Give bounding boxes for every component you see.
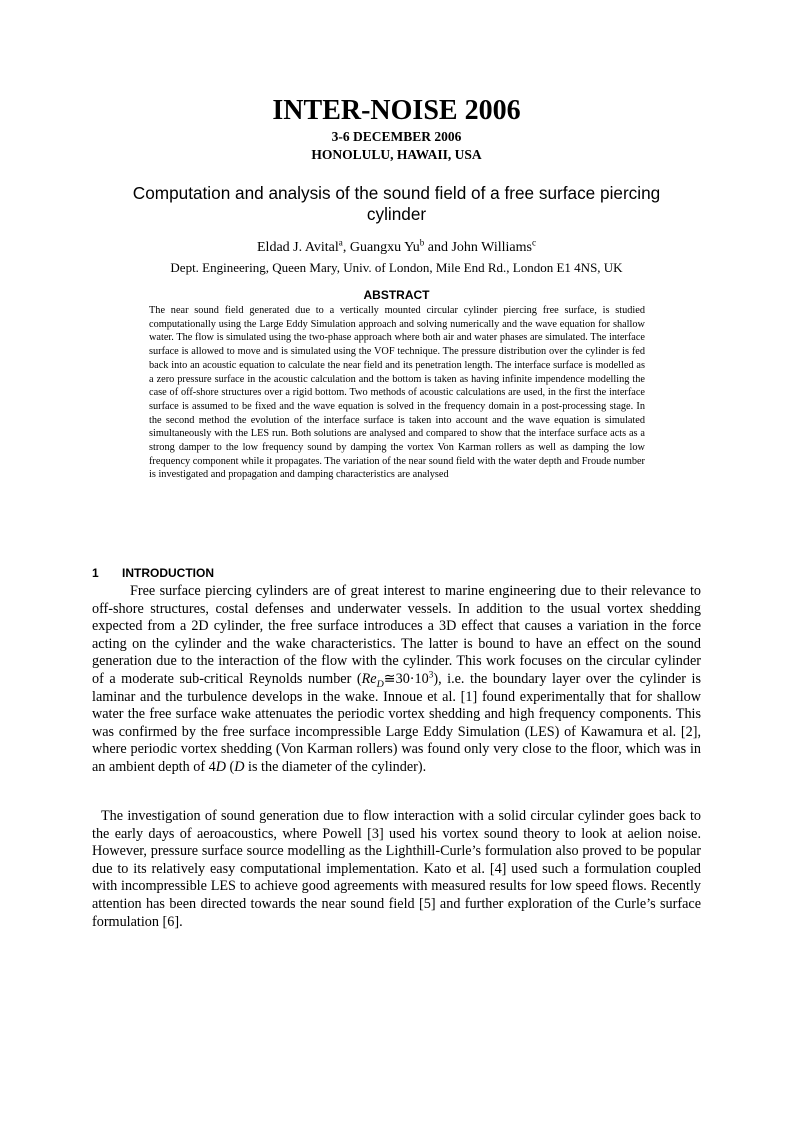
affiliation: Dept. Engineering, Queen Mary, Univ. of London, Mile End Rd., London E1 4NS, UK — [170, 260, 623, 275]
author-affiliation-mark: a — [338, 237, 343, 248]
reynolds-subscript-letter: D — [376, 678, 384, 690]
paragraph-text: ( — [225, 758, 235, 775]
author-affiliation-mark: b — [419, 237, 425, 248]
paper-title: Computation and analysis of the sound field of a free surface piercing cylinder — [132, 183, 661, 224]
reynolds-exponent: 3 — [428, 669, 434, 680]
intro-paragraph-1 — [92, 583, 701, 777]
reynolds-value: ≅30·10 — [383, 670, 429, 687]
conference-dates: 3-6 DECEMBER 2006 — [331, 129, 462, 144]
abstract-text: The near sound field generated due to a vertically mounted circular cylinder piercing free surface, is studied computationally using the Large Eddy Simulation approach and solving numerically and the wave equation for shallow water. The flow is simulated using the two-phase approach where both air and water phases are simulated. The interface surface is allowed to move and is simulated using the VOF technique. The pressure distribution over the cylinder is fed back into an acoustic equation to calculate the near field and its penetration length. The interface surface is modelled as a zero pressure surface in the acoustic calculation and the bottom is taken as having infinite impendence modelling the case of off-shore structures over a rigid bottom. Two methods of acoustic calculations are used, in the first the interface surface is assumed to be fixed and the wave equation is solved in the frequency domain in a post-processing stage. In the second method the evolution of the interface surface is taken into account and the wave equation is simulated simultaneously with the LES run. Both solutions are analysed and compared to show that the interface surface acts as a strong damper to the low frequency sound by damping the vortex Von Karman rollers as well as damping the low frequency component while it propagates. The variation of the near sound field with the water depth and Froude number is investigated and propagation and damping characteristics are analysed — [149, 305, 645, 481]
author-name: Eldad J. Avital — [257, 240, 339, 255]
conference-title: INTER-NOISE 2006 — [272, 95, 521, 126]
section-number: 1 — [92, 566, 99, 580]
author-separator: and — [424, 240, 452, 255]
paragraph-text: is the diameter of the cylinder). — [244, 758, 427, 775]
reynolds-symbol: Re — [361, 670, 377, 687]
paragraph-text: Free surface piercing cylinders are of great interest to marine engineering due to their relevance to off-shore structures, costal defenses and underwater vessels. In addition to the usual vortex shedding expected from a 2D cylinder, the free surface introduces a 3D effect that causes a variation in the force acting on the cylinder and the wake characteristics. The latter is bound to have an effect on the sound generation due to the interaction of the flow with the cylinder. This work focuses on the circular cylinder of a moderate sub-critical Reynolds number ( — [92, 583, 701, 687]
author-name: Guangxu Yu — [349, 240, 420, 255]
section-title: INTRODUCTION — [122, 566, 214, 580]
abstract-heading: ABSTRACT — [363, 288, 430, 302]
diameter-symbol: D — [215, 758, 226, 775]
author-affiliation-mark: c — [531, 237, 536, 248]
author-name: John Williams — [451, 240, 532, 255]
section-heading — [92, 566, 214, 580]
intro-paragraph-2: The investigation of sound generation due to flow interaction with a solid circular cylinder goes back to the early days of aeroacoustics, where Powell [3] used his vortex sound theory to look at aelion noise. However, pressure surface source modelling as the Lighthill-Curle’s formulation also proved to be popular due to its relatively easy computational implementation. Kato et al. [4] used such a formulation coupled with incompressible LES to achieve good agreements with measured results for low speed flows. Recently attention has been directed towards the near sound field [5] and further exploration of the Curle’s surface formulation [6]. — [92, 808, 701, 930]
author-separator: , — [342, 240, 350, 255]
author-list — [0, 239, 793, 256]
conference-location: HONOLULU, HAWAII, USA — [311, 147, 482, 162]
diameter-symbol: D — [234, 758, 245, 775]
paragraph-text: ), i.e. the boundary layer over the cylinder is laminar and the turbulence develops in the wake. Innoue et al. [1] found experimentally that for shallow water the free surface wake attenuates the periodic vortex shedding and high frequency components. This was confirmed by the free surface incompressible Large Eddy Simulation (LES) of Kawamura et al. [2], where periodic vortex shedding (Von Karman rollers) was found only very close to the floor, which was in an ambient depth of 4 — [92, 670, 701, 775]
